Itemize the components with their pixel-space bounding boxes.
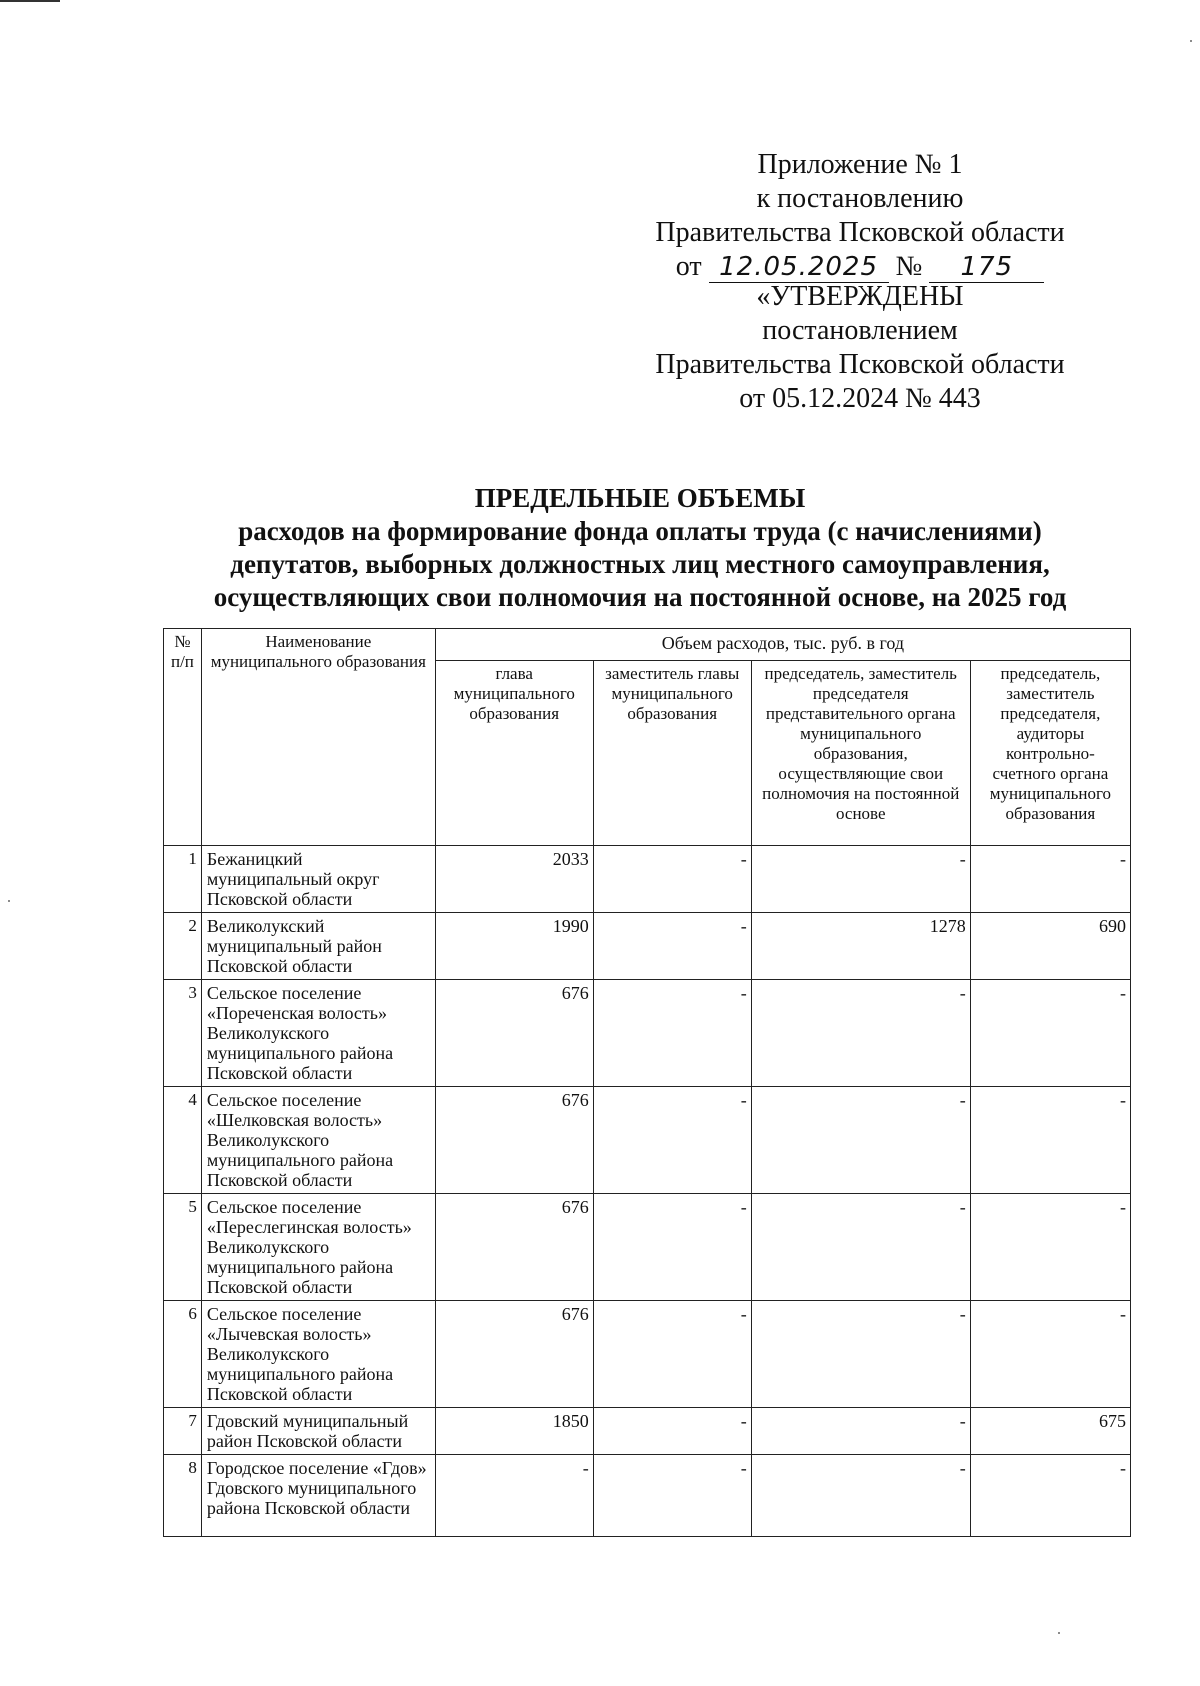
- table-row: [164, 1408, 1131, 1455]
- row-name: Сельское поселение «Переслегинская волость» Великолукского муниципального района Псковской области: [201, 1194, 435, 1301]
- table-row: [164, 913, 1131, 980]
- value-audit-body: -: [970, 1301, 1130, 1408]
- value-head: 676: [435, 1087, 593, 1194]
- value-head: 2033: [435, 846, 593, 913]
- table-row: [164, 1087, 1131, 1194]
- header-col-head: глава муниципального образования: [435, 661, 593, 846]
- approved-block: [630, 280, 1090, 416]
- row-name: Бежаницкий муниципальный округ Псковской области: [201, 846, 435, 913]
- value-representative-body: -: [751, 980, 970, 1087]
- row-number: 3: [164, 980, 202, 1087]
- value-head: 676: [435, 1194, 593, 1301]
- number-prefix: №: [895, 251, 923, 282]
- table-row: [164, 1194, 1131, 1301]
- scan-edge-mark: [0, 0, 60, 2]
- row-name: Великолукский муниципальный район Псковской области: [201, 913, 435, 980]
- header-group: Объем расходов, тыс. руб. в год: [435, 629, 1130, 661]
- value-head: 1850: [435, 1408, 593, 1455]
- value-head: -: [435, 1455, 593, 1537]
- value-representative-body: -: [751, 1455, 970, 1537]
- value-audit-body: -: [970, 980, 1130, 1087]
- value-deputy-head: -: [593, 913, 751, 980]
- row-number: 6: [164, 1301, 202, 1408]
- table-row: [164, 1455, 1131, 1537]
- row-name: Городское поселение «Гдов» Гдовского муниципального района Псковской области: [201, 1455, 435, 1537]
- table-body: [164, 846, 1131, 1537]
- title-line-2: расходов на формирование фонда оплаты труда (с начислениями): [238, 516, 1042, 546]
- value-representative-body: -: [751, 846, 970, 913]
- value-head: 676: [435, 1301, 593, 1408]
- value-representative-body: -: [751, 1301, 970, 1408]
- row-number: 4: [164, 1087, 202, 1194]
- scan-speck: [8, 900, 10, 902]
- value-deputy-head: -: [593, 846, 751, 913]
- approved-date: от 05.12.2024 № 443: [739, 383, 981, 414]
- value-head: 676: [435, 980, 593, 1087]
- value-audit-body: 690: [970, 913, 1130, 980]
- approved-heading: «УТВЕРЖДЕНЫ: [756, 281, 964, 312]
- value-audit-body: -: [970, 1455, 1130, 1537]
- row-name: Сельское поселение «Пореченская волость» Великолукского муниципального района Псковской области: [201, 980, 435, 1087]
- header-num: № п/п: [164, 629, 202, 846]
- value-representative-body: 1278: [751, 913, 970, 980]
- table-row: [164, 980, 1131, 1087]
- header-col-deputy-head: заместитель главы муниципального образования: [593, 661, 751, 846]
- title-line-4: осуществляющих свои полномочия на постоянной основе, на 2025 год: [213, 582, 1067, 612]
- annex-issuer: Правительства Псковской области: [655, 217, 1065, 248]
- scan-speck: [1190, 40, 1192, 42]
- annex-block: [630, 148, 1090, 284]
- row-number: 7: [164, 1408, 202, 1455]
- row-name: Гдовский муниципальный район Псковской области: [201, 1408, 435, 1455]
- value-audit-body: -: [970, 1087, 1130, 1194]
- value-deputy-head: -: [593, 1194, 751, 1301]
- value-deputy-head: -: [593, 1408, 751, 1455]
- document-title: [150, 482, 1130, 614]
- row-number: 5: [164, 1194, 202, 1301]
- title-line-1: ПРЕДЕЛЬНЫЕ ОБЪЕМЫ: [474, 483, 806, 513]
- value-representative-body: -: [751, 1087, 970, 1194]
- value-deputy-head: -: [593, 980, 751, 1087]
- value-deputy-head: -: [593, 1087, 751, 1194]
- table-row: [164, 846, 1131, 913]
- table-row: [164, 1301, 1131, 1408]
- date-prefix: от: [675, 251, 702, 282]
- title-line-3: депутатов, выборных должностных лиц местного самоуправления,: [230, 549, 1050, 579]
- header-col-audit-body: председатель, заместитель председателя, аудиторы контрольно-счетного органа муниципального образования: [970, 661, 1130, 846]
- limits-table: [163, 628, 1131, 1537]
- row-number: 2: [164, 913, 202, 980]
- header-name: Наименование муниципального образования: [201, 629, 435, 846]
- value-representative-body: -: [751, 1408, 970, 1455]
- row-number: 8: [164, 1455, 202, 1537]
- header-row: [164, 629, 1131, 661]
- row-number: 1: [164, 846, 202, 913]
- value-deputy-head: -: [593, 1301, 751, 1408]
- header-col-representative-body: председатель, заместитель председателя представительного органа муниципального образования, осуществляющие свои полномочия на постоянной основе: [751, 661, 970, 846]
- value-deputy-head: -: [593, 1455, 751, 1537]
- annex-to-resolution: к постановлению: [756, 183, 964, 214]
- approved-by: постановлением: [762, 315, 958, 346]
- scan-speck: [1058, 1632, 1060, 1634]
- value-audit-body: -: [970, 846, 1130, 913]
- row-name: Сельское поселение «Шелковская волость» Великолукского муниципального района Псковской области: [201, 1087, 435, 1194]
- value-head: 1990: [435, 913, 593, 980]
- value-audit-body: 675: [970, 1408, 1130, 1455]
- approved-issuer: Правительства Псковской области: [655, 349, 1065, 380]
- annex-date-line: [630, 250, 1090, 284]
- annex-number: Приложение № 1: [757, 149, 963, 180]
- row-name: Сельское поселение «Лычевская волость» Великолукского муниципального района Псковской области: [201, 1301, 435, 1408]
- handwritten-number: 175: [929, 252, 1044, 283]
- value-audit-body: -: [970, 1194, 1130, 1301]
- value-representative-body: -: [751, 1194, 970, 1301]
- handwritten-date: 12.05.2025: [709, 252, 889, 283]
